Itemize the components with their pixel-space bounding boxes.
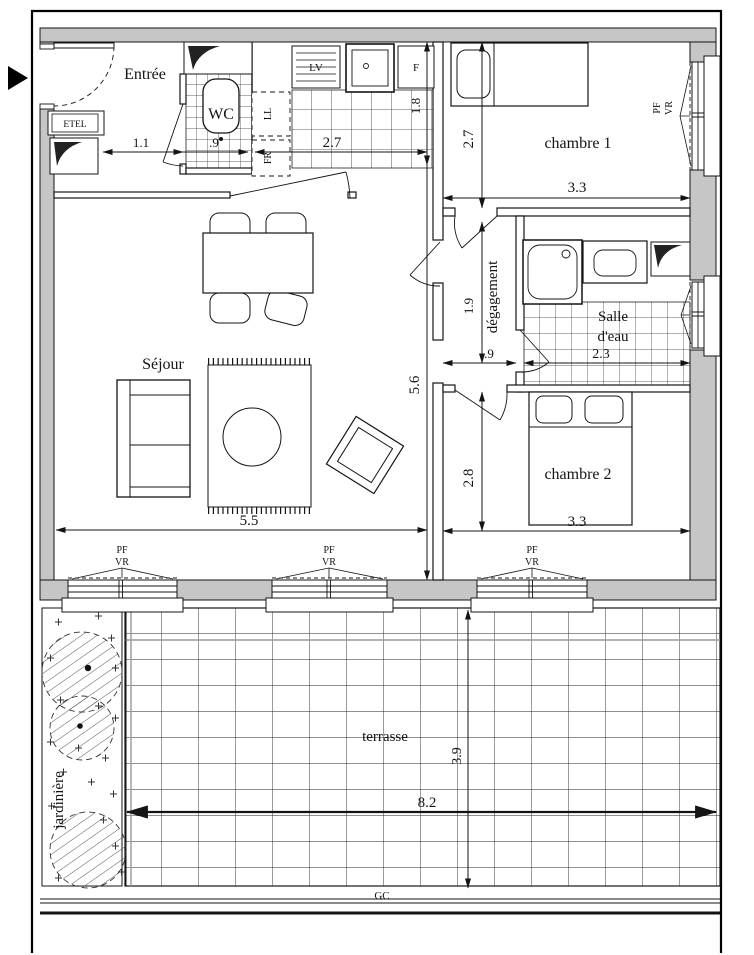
dishwasher-icon	[292, 46, 340, 88]
dim-degagement-height: 1.9	[461, 297, 476, 315]
dim-salle-deau-width: 2.3	[592, 347, 610, 362]
wall-top	[40, 28, 716, 42]
wall-entree-sejour	[54, 192, 230, 198]
room-label-entree: Entrée	[124, 66, 166, 83]
dim-entree-width: 1.1	[132, 135, 150, 150]
dim-degagement-width: .9	[484, 346, 494, 361]
dim-cuisine-depth: 1.8	[408, 97, 423, 115]
window-sill	[266, 598, 393, 612]
washer-slot	[252, 92, 290, 136]
closet-entree	[50, 138, 98, 174]
window-sill	[471, 598, 593, 612]
window-sill	[704, 276, 720, 356]
wall-ch2-b	[507, 385, 690, 392]
wall-ch1-a	[443, 208, 455, 216]
wall-ch2-a	[443, 385, 455, 392]
wall-main-c	[433, 383, 443, 580]
washer-label: LL	[263, 107, 274, 121]
room-label-chambre1: chambre 1	[544, 135, 612, 152]
window-type-label: PF	[652, 102, 663, 114]
room-label-salle-deau-1: Salle	[598, 309, 628, 325]
window-type-label: PF	[526, 545, 538, 556]
window-sill	[62, 598, 183, 612]
room-label-chambre2: chambre 2	[544, 466, 612, 483]
jardiniere-area	[42, 608, 126, 888]
terrasse-area	[40, 608, 720, 913]
wall-ch1-b	[497, 208, 690, 216]
plant-icon	[50, 696, 114, 760]
pillow-icon	[536, 396, 572, 423]
room-label-salle-deau-2: d'eau	[597, 329, 629, 345]
etel-box	[48, 111, 104, 135]
dim-chambre1-width: 3.3	[567, 180, 587, 196]
wall-entree-sejour-b	[348, 192, 356, 198]
rug-icon	[208, 362, 311, 511]
shower-icon	[523, 240, 582, 304]
pillow-icon	[457, 50, 490, 98]
wall-main-b	[433, 283, 443, 340]
room-label-sejour: Séjour	[142, 356, 184, 373]
wall-bottom-3	[387, 580, 477, 600]
washbasin-icon	[583, 241, 647, 283]
dim-cuisine-width: 2.7	[322, 135, 342, 151]
dim-wc-width: .9	[209, 135, 219, 150]
wall-left	[40, 109, 54, 580]
wall-wc-c	[186, 168, 252, 174]
etel-label: ETEL	[63, 120, 87, 130]
oven-label: F	[412, 62, 420, 74]
dim-chambre1-height: 2.7	[461, 129, 477, 149]
toilet-flush-dot	[219, 137, 223, 141]
sink-icon	[346, 44, 394, 92]
wall-bottom-2	[177, 580, 272, 600]
wall-bottom-1	[40, 580, 68, 600]
room-label-jardiniere: jardinière	[51, 771, 67, 829]
shutter-label: VR	[322, 557, 336, 568]
window-sill	[704, 56, 720, 176]
oven-icon	[398, 46, 434, 88]
round-table-icon	[223, 408, 281, 466]
dim-sejour-height: 5.6	[407, 375, 423, 395]
closet-salle-deau	[651, 242, 690, 276]
window-type-label: PF	[116, 545, 128, 556]
shutter-label: VR	[525, 557, 539, 568]
chair-icon	[210, 293, 250, 323]
dim-terrasse-width: 8.2	[417, 795, 437, 811]
dishwasher-label: LV	[309, 62, 323, 74]
fridge-slot	[252, 140, 290, 176]
shutter-label: VR	[664, 101, 675, 115]
pillow-icon	[585, 396, 623, 423]
room-label-terrasse: terrasse	[362, 729, 408, 745]
wall-right-3	[690, 350, 716, 600]
dim-chambre2-height: 2.8	[461, 468, 477, 488]
fridge-label: FR	[263, 151, 274, 165]
dining-table-icon	[203, 233, 313, 293]
terrasse-tile-grid	[125, 608, 720, 886]
guardrail-label: GC	[374, 890, 390, 902]
wall-bottom-4	[587, 580, 716, 600]
shutter-label: VR	[115, 557, 129, 568]
wc-label: WC	[208, 106, 234, 123]
room-label-degagement: dégagement	[485, 260, 501, 334]
wall-right-2	[690, 170, 716, 280]
closet-entree-top	[184, 42, 252, 74]
door-leaf	[54, 43, 114, 48]
dim-chambre2-width: 3.3	[567, 514, 587, 530]
wall-wc-a	[180, 74, 186, 104]
dim-sejour-width: 5.5	[239, 513, 259, 529]
sofa-icon	[117, 380, 190, 497]
window-type-label: PF	[323, 545, 335, 556]
dim-terrasse-depth: 3.9	[450, 747, 465, 765]
